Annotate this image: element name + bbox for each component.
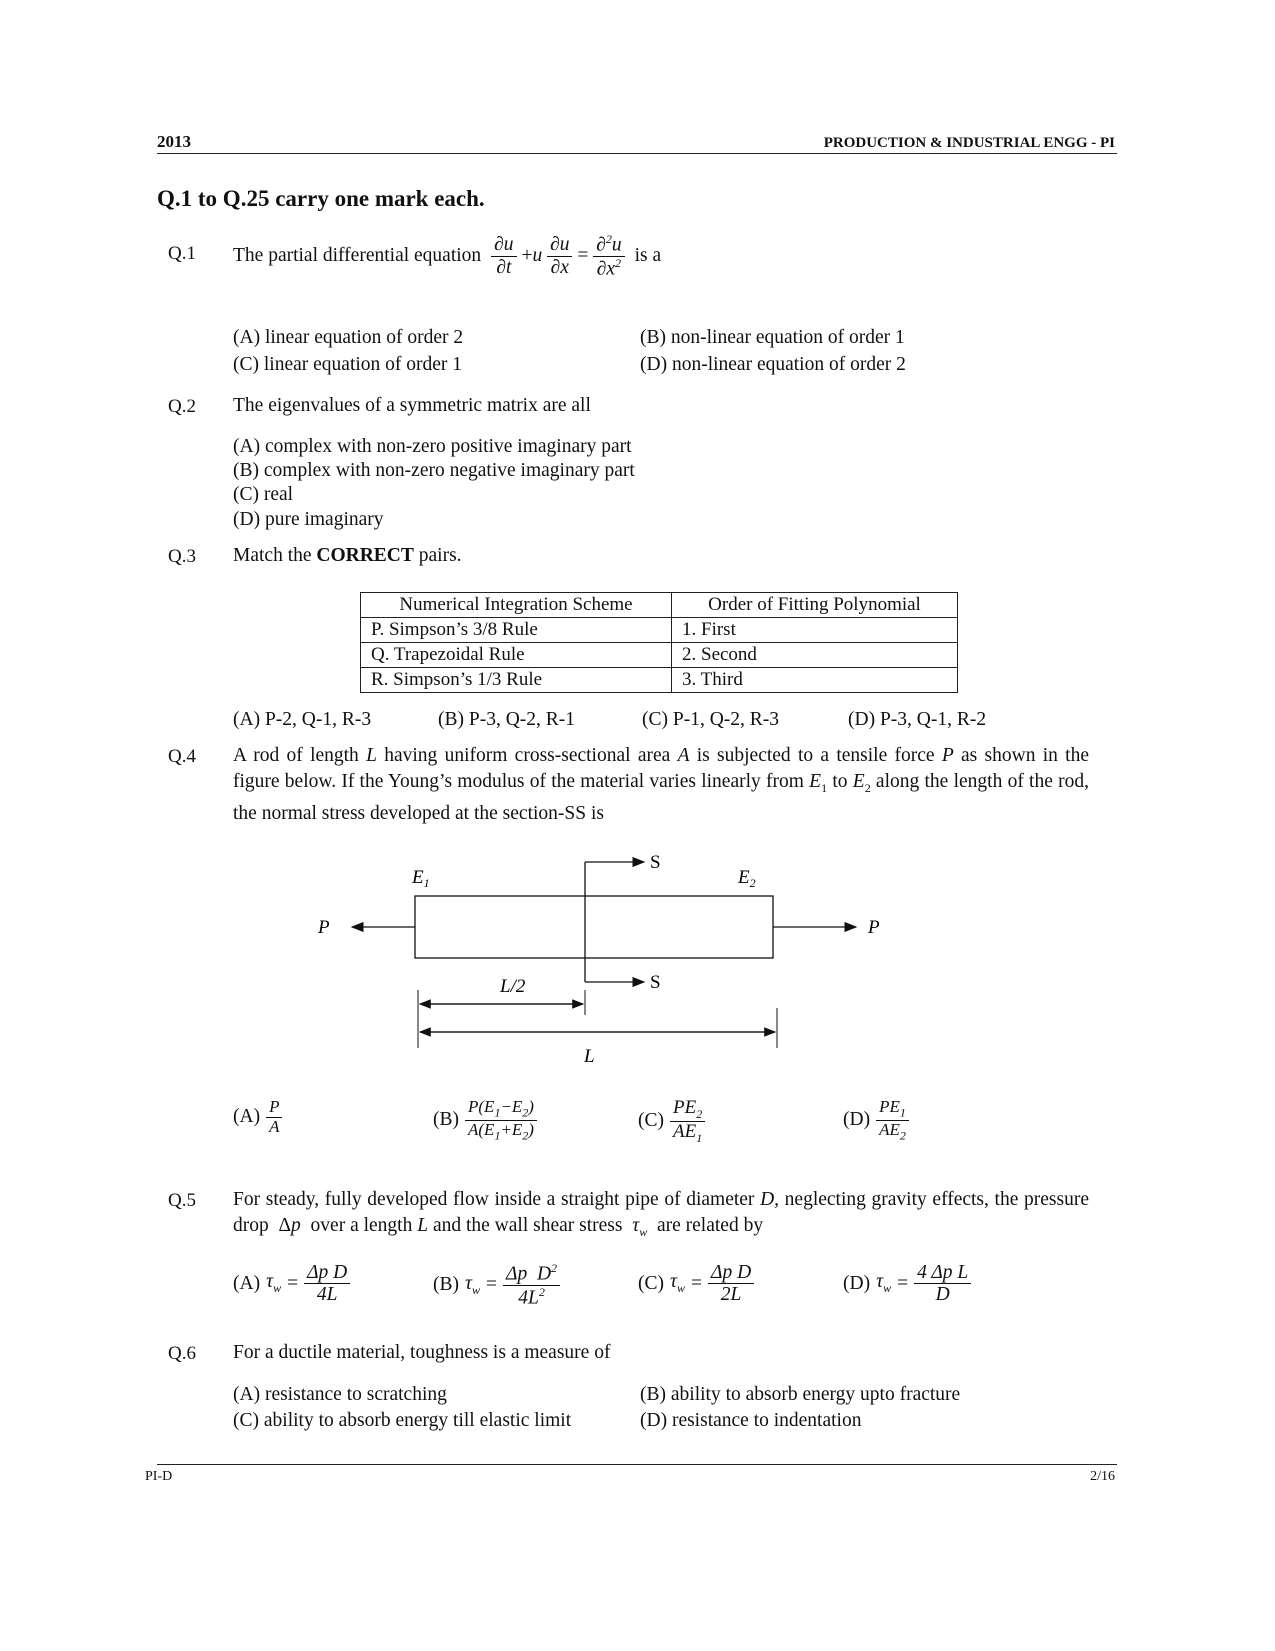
option-c[interactable]: (C) real — [233, 484, 294, 505]
pde-equation: $\frac{\partial u}{\partial t}$ +u $\frac{\partial u}{\partial x}$ = $\frac{\partial^2u}{\partial x^2}$ — [491, 233, 624, 280]
option-c[interactable]: (C) ability to absorb energy till elastic limit — [233, 1410, 572, 1431]
question-number: Q.1 — [168, 243, 196, 264]
q3-stem-post: pairs. — [418, 545, 462, 566]
table-row — [361, 643, 958, 668]
option-a[interactable]: (A) resistance to scratching — [233, 1384, 447, 1405]
option-d[interactable]: (D) $\tau_w$ = $\frac{\text{4 Δp L}}{D}$ — [843, 1262, 971, 1306]
q3-stem-bold: CORRECT — [316, 545, 414, 566]
table-cell: 1. First — [672, 618, 958, 643]
question-number: Q.2 — [168, 396, 196, 417]
table-cell: 3. Third — [672, 668, 958, 693]
option-a[interactable]: (A) complex with non-zero positive imaginary part — [233, 436, 632, 457]
option-b[interactable]: (B) non-linear equation of order 1 — [640, 327, 905, 348]
label-e1: $E_1$ — [412, 867, 430, 890]
table-cell: Q. Trapezoidal Rule — [361, 643, 672, 668]
option-a[interactable]: (A) P-2, Q-1, R-3 — [233, 709, 372, 730]
question-number: Q.3 — [168, 546, 196, 567]
match-table — [360, 592, 958, 693]
option-d[interactable]: (D) non-linear equation of order 2 — [640, 354, 906, 375]
option-b[interactable]: (B) $\tau_w$ = $\frac{\Delta p D^2}{4L^2}$ — [433, 1262, 560, 1309]
option-d[interactable]: (D) P-3, Q-1, R-2 — [848, 709, 987, 730]
label-length: L — [584, 1046, 595, 1067]
option-b[interactable]: (B) complex with non-zero negative imaginary part — [233, 460, 635, 481]
table-row — [361, 618, 958, 643]
table-cell: 2. Second — [672, 643, 958, 668]
table-row — [361, 668, 958, 693]
option-c[interactable]: (C) linear equation of order 1 — [233, 354, 463, 375]
label-p-left: P — [318, 917, 330, 938]
question-stem — [233, 222, 661, 290]
question-number: Q.4 — [168, 746, 196, 767]
paper-title: PRODUCTION & INDUSTRIAL ENGG - PI — [823, 135, 1115, 151]
option-d[interactable]: (D) resistance to indentation — [640, 1410, 862, 1431]
option-a[interactable]: (A) linear equation of order 2 — [233, 327, 464, 348]
question-stem: The eigenvalues of a symmetric matrix are all — [233, 395, 591, 416]
table-cell: P. Simpson’s 3/8 Rule — [361, 618, 672, 643]
label-e2: $E_2$ — [738, 867, 756, 890]
rod-body — [415, 896, 773, 958]
paper-code: PI-D — [145, 1469, 173, 1484]
q1-stem-suffix: is a — [634, 245, 662, 266]
label-s-top: S — [650, 852, 661, 873]
question-number: Q.6 — [168, 1343, 196, 1364]
option-d[interactable]: (D) $\frac{PE_1}{AE_2}$ — [843, 1098, 909, 1142]
question-stem: A rod of length L having uniform cross-sectional area A is subjected to a tensile force P as shown in the figure below. If the Young’s modulus of the material varies linearly from $E_1$ to $E_2$ along the length of the rod, the normal stress developed at the section-SS is — [233, 745, 1090, 824]
q3-stem-pre: Match the — [233, 545, 312, 566]
question-stem: For steady, fully developed flow inside a straight pipe of diameter D, neglecting gravity effects, the pressure drop Δp over a length L and the wall shear stress $\tau_w$ are related by — [233, 1189, 1089, 1239]
table-header: Order of Fitting Polynomial — [672, 593, 958, 618]
rod-figure — [300, 830, 900, 1070]
option-c[interactable]: (C) P-1, Q-2, R-3 — [642, 709, 780, 730]
question-number: Q.5 — [168, 1190, 196, 1211]
table-header: Numerical Integration Scheme — [361, 593, 672, 618]
page-number: 2/16 — [1090, 1469, 1115, 1484]
question-stem — [233, 543, 462, 569]
label-p-right: P — [868, 917, 880, 938]
footer-rule — [157, 1464, 1117, 1465]
exam-year: 2013 — [157, 132, 191, 151]
label-s-bottom: S — [650, 972, 661, 993]
option-b[interactable]: (B) $\frac{P(E_1-E_2)}{A(E_1+E_2)}$ — [433, 1098, 537, 1142]
label-half-length: L/2 — [500, 976, 526, 997]
question-stem: For a ductile material, toughness is a measure of — [233, 1342, 611, 1363]
table-cell: R. Simpson’s 1/3 Rule — [361, 668, 672, 693]
option-b[interactable]: (B) ability to absorb energy upto fracture — [640, 1384, 961, 1405]
section-heading: Q.1 to Q.25 carry one mark each. — [157, 186, 485, 211]
table-header-row — [361, 593, 958, 618]
option-a[interactable]: (A) $\tau_w$ = $\frac{\text{Δp D}}{4L}$ — [233, 1262, 350, 1306]
q1-stem-text: The partial differential equation — [233, 245, 482, 266]
option-d[interactable]: (D) pure imaginary — [233, 509, 384, 530]
option-c[interactable]: (C) $\frac{PE_2}{AE_1}$ — [638, 1098, 705, 1145]
option-a[interactable]: (A) $\frac{P}{A}$ — [233, 1098, 282, 1136]
option-b[interactable]: (B) P-3, Q-2, R-1 — [438, 709, 576, 730]
option-c[interactable]: (C) $\tau_w$ = $\frac{\text{Δp D}}{2L}$ — [638, 1262, 754, 1306]
header-rule — [157, 153, 1117, 154]
